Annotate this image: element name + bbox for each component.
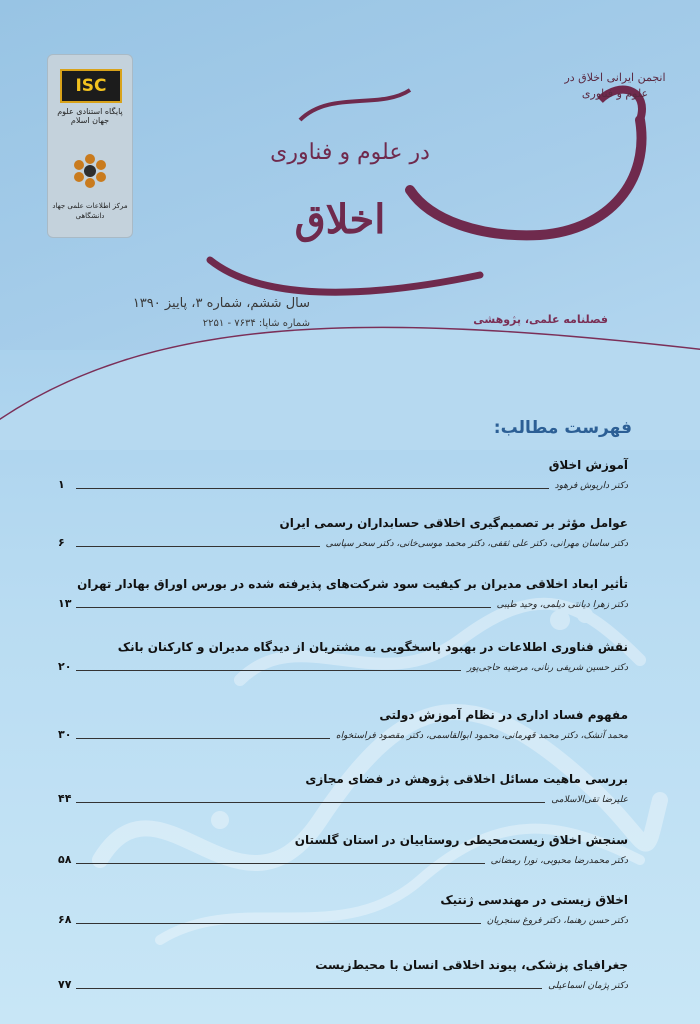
toc-entry-page: ۱ bbox=[58, 478, 65, 491]
leader-line bbox=[76, 730, 330, 739]
sid-logo-icon bbox=[70, 151, 110, 191]
leader-line bbox=[76, 980, 542, 989]
toc-entry[interactable] bbox=[58, 958, 628, 991]
issue-info: سال ششم، شماره ۳، پاییز ۱۳۹۰ bbox=[132, 296, 310, 311]
toc-entry-title: نقش فناوری اطلاعات در بهبود پاسخگویی به مشتریان از دیدگاه مدیران و کارکنان بانک bbox=[117, 640, 628, 654]
leader-line bbox=[76, 855, 485, 864]
isc-caption: پایگاه استنادی علوم جهان اسلام bbox=[57, 107, 123, 125]
toc-entry-page: ۳۰ bbox=[58, 728, 72, 741]
toc-entry-title: آموزش اخلاق bbox=[548, 458, 628, 472]
leader-line bbox=[76, 480, 549, 489]
toc-entry[interactable] bbox=[58, 833, 628, 866]
toc-entry-authors: محمد آتشک، دکتر محمد قهرمانی، محمود ابوالقاسمی، دکتر مقصود فراستخواه bbox=[335, 731, 628, 741]
leader-line bbox=[76, 794, 545, 803]
toc-entry-title: سنجش اخلاق زیست‌محیطی روستاییان در استان گلستان bbox=[294, 833, 628, 847]
leader-line bbox=[76, 538, 320, 547]
journal-subtitle: در علوم و فناوری bbox=[270, 140, 430, 165]
toc-entry[interactable] bbox=[58, 893, 628, 926]
toc-entry-page: ۷۷ bbox=[58, 978, 72, 991]
toc-entry[interactable] bbox=[58, 640, 628, 673]
toc-entry-title: جغرافیای پزشکی، پیوند اخلاقی انسان با محیط‌زیست bbox=[315, 958, 628, 972]
toc-entry-page: ۱۳ bbox=[58, 597, 72, 610]
leader-line bbox=[76, 599, 491, 608]
journal-title: اخلاق bbox=[294, 196, 386, 243]
toc-entry-title: بررسی ماهیت مسائل اخلاقی پژوهش در فضای مجازی bbox=[305, 772, 628, 786]
toc-entry[interactable] bbox=[58, 708, 628, 741]
toc-entry-page: ۲۰ bbox=[58, 660, 72, 673]
toc-entry[interactable] bbox=[58, 458, 628, 491]
toc-entry-authors: دکتر داریوش فرهود bbox=[554, 481, 628, 491]
toc-entry-page: ۶ bbox=[58, 536, 65, 549]
toc-entry-title: مفهوم فساد اداری در نظام آموزش دولتی bbox=[379, 708, 628, 722]
toc-entry[interactable] bbox=[58, 772, 628, 805]
toc-entry-authors: دکتر محمدرضا محبوبی، نورا رمضانی bbox=[490, 856, 628, 866]
toc-entry-authors: دکتر حسین شریفی رنانی، مرضیه حاجی‌پور bbox=[467, 663, 628, 673]
toc-entry-authors: دکتر ساسان مهرانی، دکتر علی ثقفی، دکتر محمد موسی‌خانی، دکتر سحر سپاسی bbox=[325, 539, 628, 549]
toc-entry[interactable] bbox=[58, 516, 628, 549]
toc-entry-title: اخلاق زیستی در مهندسی ژنتیک bbox=[440, 893, 628, 907]
toc-entry[interactable] bbox=[58, 577, 628, 610]
toc-entry-title: عوامل مؤثر بر تصمیم‌گیری اخلاقی حسابداران رسمی ایران bbox=[279, 516, 628, 530]
indexing-badges bbox=[47, 54, 133, 238]
publisher-name: انجمن ایرانی اخلاق در علوم و فناوری bbox=[564, 71, 666, 100]
toc-entry-authors: علیرضا تقی‌الاسلامی bbox=[551, 795, 628, 805]
leader-line bbox=[76, 662, 461, 671]
leader-line bbox=[76, 915, 481, 924]
toc-entry-page: ۵۸ bbox=[58, 853, 72, 866]
issn: شماره شاپا: ۷۶۳۴ - ۲۲۵۱ bbox=[202, 318, 310, 329]
journal-type: فصلنامه علمی، پژوهشی bbox=[473, 313, 608, 326]
sid-caption: مرکز اطلاعات علمی جهاد دانشگاهی bbox=[52, 202, 128, 220]
toc-entry-authors: دکتر زهرا دیانتی دیلمی، وحید طیبی bbox=[496, 600, 628, 610]
toc-entry-title: تأثیر ابعاد اخلاقی مدیران بر کیفیت سود شرکت‌های پذیرفته شده در بورس اوراق بهادار تهران bbox=[77, 577, 628, 591]
toc-entry-authors: دکتر پژمان اسماعیلی bbox=[548, 981, 628, 991]
toc-entry-authors: دکتر حسن رهنما، دکتر فروغ سنجریان bbox=[486, 916, 628, 926]
toc-heading: فهرست مطالب: bbox=[493, 418, 632, 438]
toc-entry-page: ۴۴ bbox=[58, 792, 72, 805]
isc-logo: ISC bbox=[60, 69, 122, 103]
toc-entry-page: ۶۸ bbox=[58, 913, 72, 926]
